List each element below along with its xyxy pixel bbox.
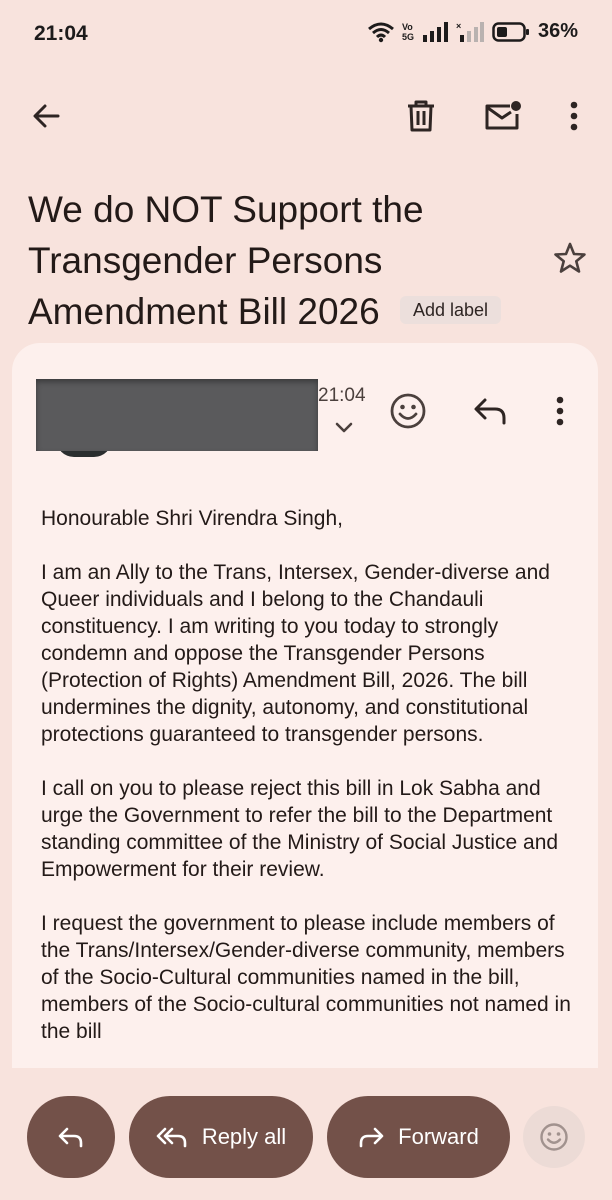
reply-all-button[interactable]: [129, 1096, 313, 1178]
network-label-top: Vo: [401, 21, 413, 32]
battery-icon: [492, 21, 530, 43]
expand-details-button[interactable]: [334, 421, 354, 440]
redacted-sender-block: [36, 379, 318, 451]
reply-all-icon: [156, 1126, 188, 1148]
bottom-action-bar: [0, 1068, 612, 1200]
add-reaction-button[interactable]: [384, 387, 432, 435]
status-bar: [0, 0, 612, 70]
reply-icon: [58, 1126, 84, 1148]
body-paragraph: I am an Ally to the Trans, Intersex, Gender-diverse and Queer individuals and I belong to the Chandauli constituency. I am writing to you today to strongly condemn and oppose the Transgender Persons (Protection of Rights) Amendment Bill, 2026. The bill undermines the dignity, autonomy, and constitutional protections guaranteed to transgender persons.: [41, 561, 550, 746]
reply-icon: [473, 397, 507, 425]
trash-icon: [406, 99, 436, 133]
subject-text: We do NOT Support the Transgender Persons Amendment Bill 2026: [28, 189, 424, 332]
network-type-icon: [402, 22, 414, 42]
more-vert-icon: [556, 396, 564, 426]
chevron-down-icon: [334, 421, 354, 435]
message-time: 21:04: [318, 385, 366, 406]
reply-pill-button[interactable]: [27, 1096, 115, 1178]
email-body: [41, 505, 581, 1068]
mark-unread-button[interactable]: [479, 92, 527, 140]
star-button[interactable]: [546, 234, 594, 282]
message-more-button[interactable]: [536, 387, 584, 435]
more-vert-icon: [570, 101, 578, 131]
forward-label: Forward: [398, 1124, 479, 1149]
body-paragraph: I request the government to please include members of the Trans/Intersex/Gender-diverse community, members of the Socio-Cultural communities named in the bill, members of the Socio-cultural communities not named in the bill: [41, 912, 571, 1043]
arrow-left-icon: [30, 100, 62, 132]
status-icons: [368, 20, 578, 43]
react-emoji-button[interactable]: [523, 1106, 585, 1168]
forward-button[interactable]: [327, 1096, 510, 1178]
delete-button[interactable]: [397, 92, 445, 140]
reply-all-label: Reply all: [201, 1124, 287, 1149]
top-app-bar: [0, 88, 612, 148]
reply-button[interactable]: [466, 387, 514, 435]
email-subject: [28, 184, 548, 337]
emoji-smile-icon: [539, 1122, 569, 1152]
wifi-icon: [368, 21, 394, 43]
more-options-button[interactable]: [550, 92, 598, 140]
body-paragraph: Honourable Shri Virendra Singh,: [41, 507, 343, 530]
back-button[interactable]: [22, 92, 70, 140]
forward-icon: [358, 1126, 384, 1148]
add-label-chip[interactable]: Add label: [400, 296, 501, 324]
message-card: [12, 343, 598, 1068]
star-outline-icon: [553, 241, 587, 275]
emoji-smile-icon: [389, 392, 427, 430]
status-time: 21:04: [34, 22, 88, 45]
svg-text:×: ×: [455, 20, 462, 31]
body-paragraph: I call on you to please reject this bill in Lok Sabha and urge the Government to refer the bill to the Department standing committee of the Ministry of Social Justice and Empowerment for their review.: [41, 777, 559, 881]
signal-icon: [422, 21, 448, 43]
battery-percentage: 36%: [537, 20, 578, 42]
network-label-bottom: 5G: [401, 31, 414, 42]
signal-no-service-icon: [456, 21, 484, 43]
mail-unread-icon: [484, 100, 522, 132]
